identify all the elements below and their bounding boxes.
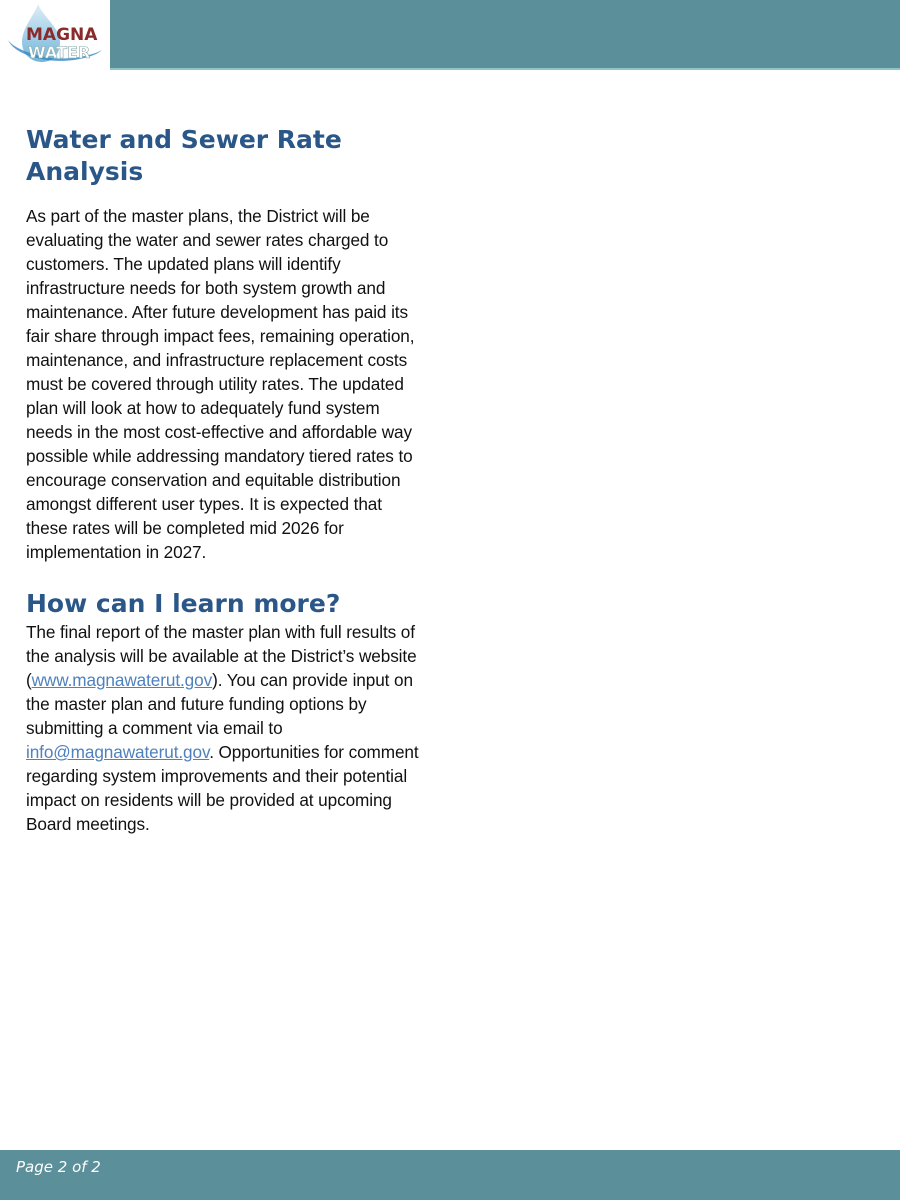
learn-more-text-2: ). You can provide input on the master plan and future funding options by submitting a comment via email to — [26, 670, 413, 738]
header-banner — [110, 0, 900, 70]
water-drop-icon — [4, 2, 108, 68]
learn-more-text-3: . Opportunities for comment regarding system improvements and their potential impact on residents will be provided at upcoming Board meetings. — [26, 742, 419, 834]
rate-analysis-heading: Water and Sewer Rate Analysis — [26, 125, 342, 186]
svg-text:WATER: WATER — [28, 43, 91, 62]
svg-text:MAGNA: MAGNA — [26, 25, 98, 45]
footer-banner — [0, 1150, 900, 1200]
website-link[interactable]: www.magnawaterut.gov — [31, 670, 213, 690]
email-link[interactable]: info@magnawaterut.gov — [26, 742, 210, 762]
learn-more-text-1: The final report of the master plan with full results of the analysis will be available at the District’s website ( — [26, 622, 417, 690]
main-content — [26, 124, 426, 836]
magna-water-logo — [4, 2, 108, 68]
page-number: Page 2 of 2 — [16, 1158, 101, 1176]
learn-more-paragraph — [26, 620, 426, 836]
rate-analysis-paragraph: As part of the master plans, the District will be evaluating the water and sewer rates charged to customers. The updated plans will identify infrastructure needs for both system growth and maintenance. After future development has paid its fair share through impact fees, remaining operation, maintenance, and infrastructure replacement costs must be covered through utility rates. The updated plan will look at how to adequately fund system needs in the most cost-effective and affordable way possible while addressing mandatory tiered rates to encourage conservation and equitable distribution amongst different user types. It is expected that these rates will be completed mid 2026 for implementation in 2027. — [26, 206, 415, 562]
learn-more-heading: How can I learn more? — [26, 589, 341, 618]
